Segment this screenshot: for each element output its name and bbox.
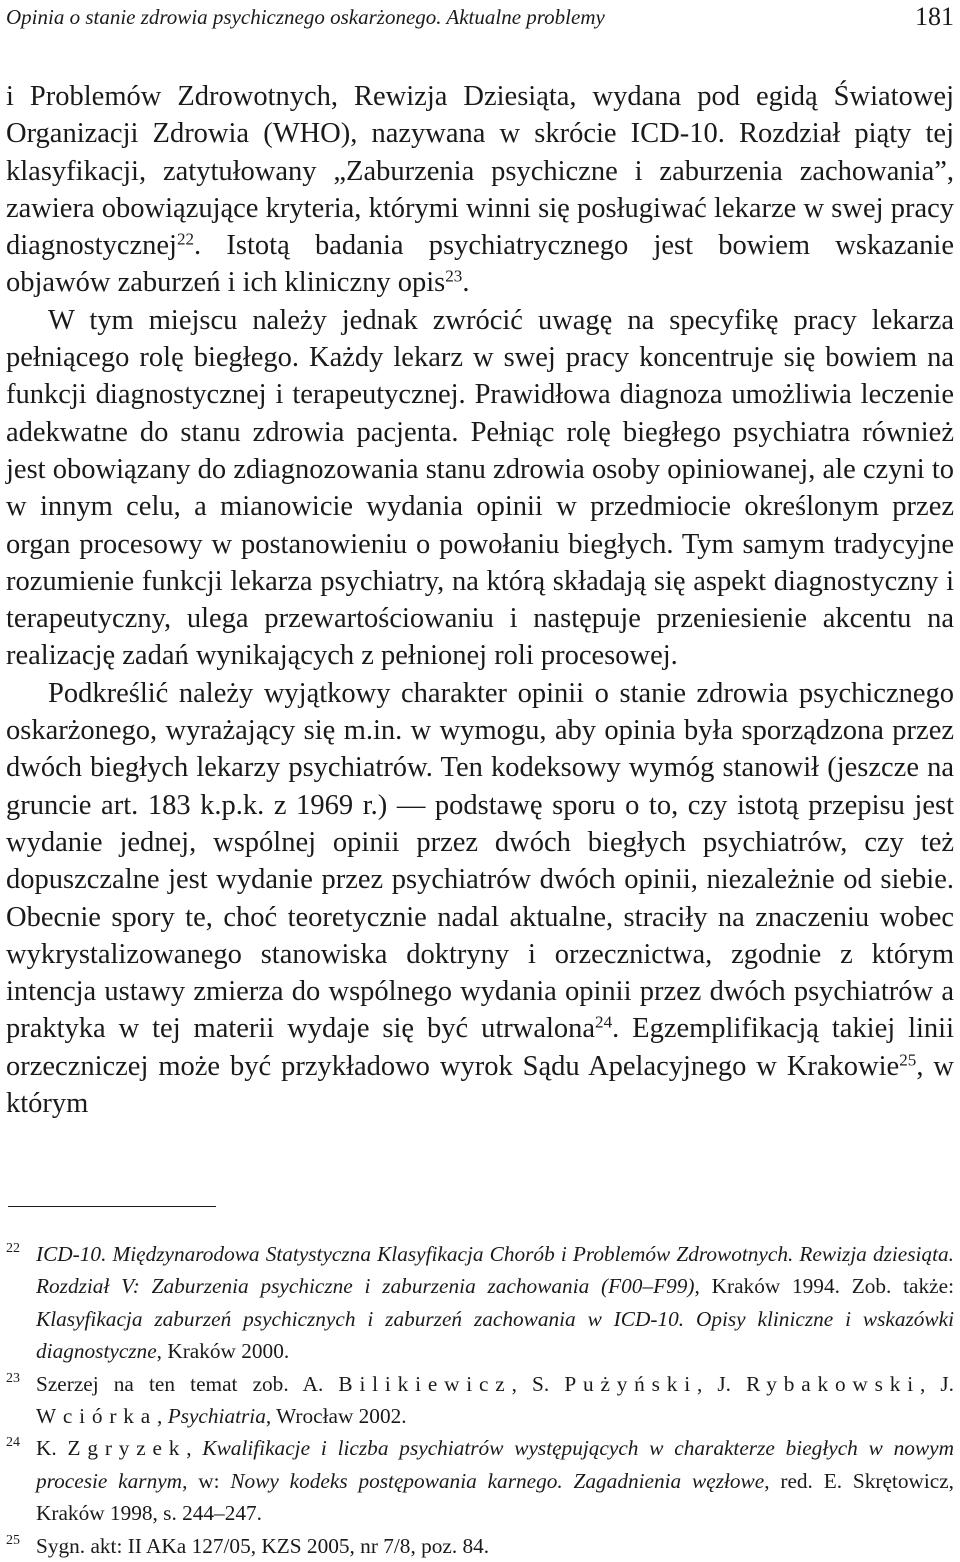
footnote-25 bbox=[6, 1530, 954, 1562]
footnote-divider bbox=[8, 1206, 216, 1207]
running-title: Opinia o stanie zdrowia psychicznego oskarżonego. Aktualne problemy bbox=[6, 5, 605, 29]
footnote-number: 22 bbox=[6, 1241, 20, 1256]
footnote-number: 24 bbox=[6, 1435, 20, 1451]
footnote-text: , Kraków 2000. bbox=[156, 1339, 290, 1364]
footnote-23 bbox=[6, 1368, 954, 1433]
footnote-text: , J. bbox=[919, 1371, 954, 1396]
paragraph-3-text-a: Podkreślić należy wyjątkowy charakter opinii o stanie zdrowia psychicznego oskarżonego, wyrażający się m.in. w wymogu, aby opinia była sporządzona przez dwóch biegłych lekarzy psychiatrów. Ten kodeksowy wymóg stanowił (jeszcze na gruncie art. 183 k.p.k. z 1969 r.) — podstawę sporu o to, czy istotą przepisu jest wydanie jednej, wspólnej opinii przez dwóch biegłych psychiatrów, czy też dopuszczalne jest wydanie przez psychiatrów dwóch opinii, niezależnie od siebie. Obecnie spory te, choć teoretycznie nadal aktualne, straciły na znaczeniu wobec wykrystalizowanego stanowiska doktryny i orzecznictwa, zgodnie z którym intencja ustawy zmierza do wspólnego wydania opinii przez dwóch psychiatrów a praktyka w tej materii wydaje się być utrwalona bbox=[6, 677, 954, 1045]
paragraph-1-text-c: . bbox=[462, 267, 470, 299]
footnote-text: , bbox=[186, 1436, 203, 1461]
main-text bbox=[6, 78, 954, 1122]
page-number: 181 bbox=[915, 2, 954, 31]
footnotes bbox=[6, 1238, 954, 1562]
paragraph-1 bbox=[6, 78, 954, 302]
footnote-text: , Kraków 1994. Zob. także: bbox=[694, 1274, 954, 1299]
footnote-italic: Kwalifikacje i liczba psychiatrów występujących w charakterze biegłych w nowym procesie karnym bbox=[36, 1436, 954, 1493]
footnote-text: , J. bbox=[696, 1371, 747, 1396]
footnote-number: 23 bbox=[6, 1370, 20, 1386]
footnote-italic: ICD-10. Międzynarodowa Statystyczna Klasyfikacja Chorób i Problemów Zdrowotnych. Rewizja dziesiąta. Rozdział V: Zaburzenia psychiczne i zaburzenia zachowania (F00–F99) bbox=[36, 1242, 954, 1299]
footnote-text: , red. E. Skrętowicz, Kraków 1998, s. 244–247. bbox=[36, 1468, 954, 1526]
footnote-ref-25[interactable]: 25 bbox=[899, 1050, 917, 1070]
footnote-text: , Wrocław 2002. bbox=[265, 1404, 407, 1429]
footnote-text: , w: bbox=[182, 1468, 231, 1493]
footnote-text: K. bbox=[36, 1436, 68, 1461]
footnote-italic: Psychiatria bbox=[167, 1404, 266, 1429]
author-name: Rybakowski bbox=[746, 1371, 920, 1396]
paragraph-2: W tym miejscu należy jednak zwrócić uwagę na specyfikę pracy lekarza pełniącego rolę biegłego. Każdy lekarz w swej pracy koncentruje się bowiem na funkcji diagnostycznej i terapeutycznej. Prawidłowa diagnoza umożliwia leczenie adekwatne do stanu zdrowia pacjenta. Pełniąc rolę biegłego psychiatra również jest obowiązany do zdiagnozowania stanu zdrowia osoby opiniowanej, ale czyni to w innym celu, a mianowicie wydania opinii w przedmiocie określonym przez organ procesowy w postanowieniu o powołaniu biegłych. Tym samym tradycyjne rozumienie funkcji lekarza psychiatry, na którą składają się aspekt diagnostyczny i terapeutyczny, ulega przewartościowaniu i następuje przeniesienie akcentu na realizację zadań wynikających z pełnionej roli procesowej. bbox=[6, 304, 954, 672]
footnote-ref-23[interactable]: 23 bbox=[445, 267, 463, 287]
footnote-text: , bbox=[157, 1404, 168, 1429]
paragraph-3-text-b: . Egzemplifikacją takiej linii orzeczniczej może być przykładowo wyrok Sądu Apelacyjnego w Krakowie bbox=[6, 1013, 954, 1082]
footnote-italic: Nowy kodeks postępowania karnego. Zagadnienia węzłowe bbox=[230, 1468, 765, 1493]
footnote-24 bbox=[6, 1432, 954, 1529]
footnote-text: Sygn. akt: II AKa 127/05, KZS 2005, nr 7/8, poz. 84. bbox=[36, 1533, 490, 1558]
footnote-italic: Klasyfikacja zaburzeń psychicznych i zaburzeń zachowania w ICD-10. Opisy kliniczne i wskazówki diagnostyczne bbox=[36, 1306, 954, 1364]
footnote-text: Szerzej na ten temat zob. A. bbox=[36, 1371, 339, 1396]
footnote-number: 25 bbox=[6, 1532, 20, 1548]
author-name: Pużyński bbox=[564, 1371, 697, 1396]
running-head bbox=[6, 2, 954, 32]
author-name: Wciórka bbox=[36, 1404, 158, 1429]
author-name: Bilikiewicz bbox=[338, 1371, 512, 1396]
author-name: Zgryzek bbox=[67, 1436, 187, 1461]
paragraph-1-text-a: i Problemów Zdrowotnych, Rewizja Dziesiąta, wydana pod egidą Światowej Organizacji Zdrowia (WHO), nazywana w skrócie ICD-10. Rozdział piąty tej klasyfikacji, zatytułowany „Zaburzenia psychiczne i zaburzenia zachowania”, zawiera obowiązujące kryteria, którymi winni się posługiwać lekarze w swej pracy diagnostycznej bbox=[6, 81, 954, 262]
footnote-ref-24[interactable]: 24 bbox=[595, 1013, 613, 1033]
footnote-text: , S. bbox=[511, 1371, 565, 1396]
paragraph-3-text-c: , w którym bbox=[6, 1050, 954, 1120]
paragraph-1-text-b: . Istotą badania psychiatrycznego jest bowiem wskazanie objawów zaburzeń i ich kliniczny opis bbox=[6, 230, 954, 299]
paragraph-3 bbox=[6, 675, 954, 1123]
footnote-22 bbox=[6, 1238, 954, 1368]
footnote-ref-22[interactable]: 22 bbox=[176, 229, 195, 249]
